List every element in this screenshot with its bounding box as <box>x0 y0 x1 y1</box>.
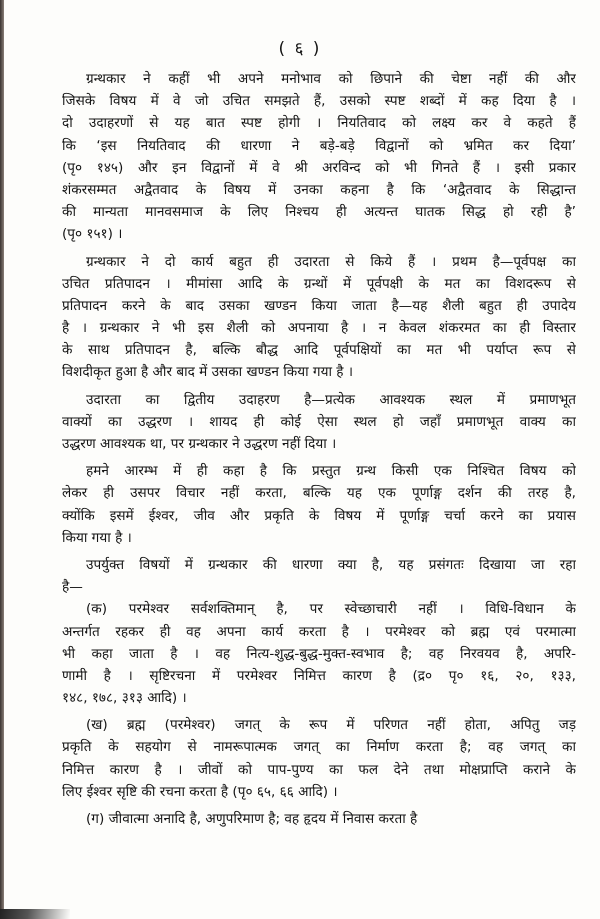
paragraph-kha <box>62 714 576 803</box>
text-line: किया गया है । <box>62 529 132 546</box>
text-line: (ख) ब्रह्म (परमेश्वर) जगत् के रूप में परिणत नहीं होता, अपितु जड़ <box>86 717 576 734</box>
text-line: वाक्यों का उद्धरण । शायद ही कोई ऐसा स्थल हो जहाँ प्रमाणभूत वाक्य का <box>62 413 576 430</box>
text-body <box>62 68 576 830</box>
text-line: उद्धरण आवश्यक था, पर ग्रन्थकार ने उद्धरण नहीं दिया । <box>62 436 337 452</box>
page-left-edge <box>0 0 4 919</box>
text-line: के साथ प्रतिपादन है, बल्कि बौद्ध आदि पूर्वपक्षियों का मत भी पर्याप्त रूप से <box>62 342 576 359</box>
text-line: विशदीकृत हुआ है और बाद में उसका खण्डन किया गया है । <box>62 364 353 381</box>
text-line: उदारता का द्वितीय उदाहरण है—प्रत्येक आवश्यक स्थल में प्रमाणभूत <box>86 391 576 408</box>
text-line: शंकरसम्मत अद्वैतवाद के विषय में उनका कहना है कि ‘अद्वैतवाद के सिद्धान्त <box>62 181 576 198</box>
text-line: १४८, १७८, ३१३ आदि) । <box>62 690 187 707</box>
text-line: प्रकृति के सहयोग से नामरूपात्मक जगत् का निर्माण करता है; वह जगत् का <box>62 739 576 756</box>
paragraph-ga <box>62 808 576 830</box>
text-line: ग्रन्थकार ने कहीं भी अपने मनोभाव को छिपाने की चेष्टा नहीं की और <box>86 71 576 87</box>
text-line: प्रतिपादन करने के बाद उसका खण्डन किया जाता है—यह शैली बहुत ही उपादेय <box>62 297 576 314</box>
text-line: है । ग्रन्थकार ने भी इस शैली को अपनाया है । न केवल शंकरमत का ही विस्तार <box>62 320 576 337</box>
page-number: ( ६ ) <box>278 39 322 59</box>
text-line: (ग) जीवात्मा अनादि है, अणुपरिमाण है; वह हृदय में निवास करता है <box>86 811 418 827</box>
scan-shadow <box>0 909 70 919</box>
text-line: (पृ० १५१) । <box>62 226 123 243</box>
paragraph-ka <box>62 598 576 709</box>
paragraph-1 <box>62 68 576 246</box>
text-line: निमित्त कारण है । जीवों को पाप-पुण्य का फल देने तथा मोक्षप्राप्ति कराने के <box>62 761 576 778</box>
text-line: लिए ईश्वर सृष्टि की रचना करता है (पृ० ६५, ६६ आदि) । <box>62 783 338 800</box>
text-line: की मान्यता मानवसमाज के लिए निश्चय ही अत्यन्त घातक सिद्ध हो रही है’ <box>62 204 576 221</box>
text-line: (पृ० १४५) और इन विद्वानों में वे श्री अरविन्द को भी गिनते हैं । इसी प्रकार <box>62 159 576 176</box>
paragraph-3 <box>62 389 576 456</box>
text-line: उचित प्रतिपादन । मीमांसा आदि के ग्रन्थों में पूर्वपक्षी के मत का विशदरूप से <box>62 275 576 292</box>
text-line: ग्रन्थकार ने दो कार्य बहुत ही उदारता से किये हैं । प्रथम है—पूर्वपक्ष का <box>86 253 576 270</box>
text-line: हमने आरम्भ में ही कहा है कि प्रस्तुत ग्रन्थ किसी एक निश्चित विषय को <box>86 463 576 480</box>
text-line: है— <box>62 579 83 596</box>
paragraph-4 <box>62 460 576 549</box>
text-line: अन्तर्गत रहकर ही वह अपना कार्य करता है । परमेश्वर को ब्रह्म एवं परमात्मा <box>62 623 576 640</box>
text-line: जिसके विषय में वे जो उचित समझते हैं, उसको स्पष्ट शब्दों में कह दिया है । <box>62 93 576 110</box>
paragraph-2 <box>62 251 576 384</box>
text-line: लेकर ही उसपर विचार नहीं करता, बल्कि यह एक पूर्णाङ्ग दर्शन की तरह है, <box>62 485 576 502</box>
paragraph-5 <box>62 554 576 598</box>
text-line: दो उदाहरणों से यह बात स्पष्ट होगी । नियतिवाद को लक्ष्य कर वे कहते हैं <box>62 115 576 132</box>
text-line: णामी है । सृष्टिरचना में परमेश्वर निमित्त कारण है (द्र० पृ० १६, २०, १३३, <box>62 667 576 684</box>
text-line: क्योंकि इसमें ईश्वर, जीव और प्रकृति के विषय में पूर्णाङ्ग चर्चा करने का प्रयास <box>62 507 576 524</box>
text-line: उपर्युक्त विषयों में ग्रन्थकार की धारणा क्या है, यह प्रसंगतः दिखाया जा रहा <box>86 556 576 573</box>
text-line: कि ‘इस नियतिवाद की धारणा ने बड़े-बड़े विद्वानों को भ्रमित कर दिया’ <box>62 137 576 154</box>
text-line: भी कहा जाता है । वह नित्य-शुद्ध-बुद्ध-मुक्त-स्वभाव है; वह निरवयव है, अपरि- <box>62 645 576 662</box>
text-line: (क) परमेश्वर सर्वशक्तिमान् है, पर स्वेच्छाचारी नहीं । विधि-विधान के <box>86 601 576 618</box>
